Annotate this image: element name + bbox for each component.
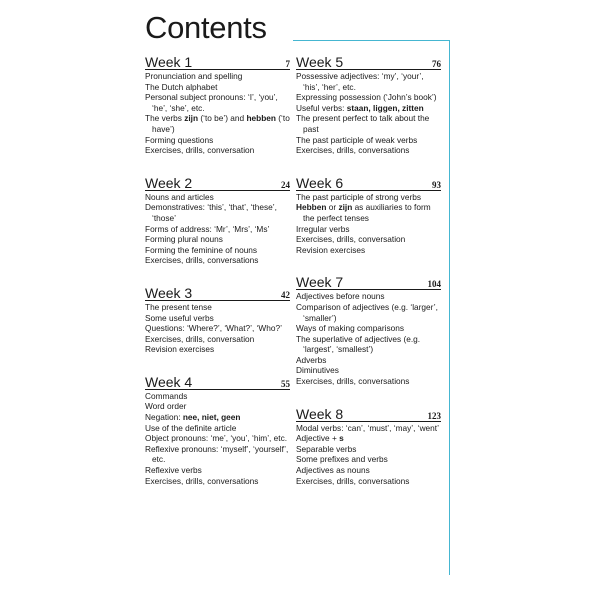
week-section: [145, 53, 290, 156]
week-page-number: 24: [281, 179, 290, 190]
topic-item: Exercises, drills, conversation: [145, 333, 255, 344]
topic-item: Adjectives as nouns: [296, 465, 370, 476]
week-page-number: 42: [281, 289, 290, 300]
topic-item: Some useful verbs: [145, 312, 214, 323]
topic-item: The superlative of adjectives (e.g. ‘largest’, ‘smallest’): [296, 333, 421, 355]
week-title: Week 2: [145, 174, 193, 191]
topic-list: [145, 192, 290, 266]
topic-item: Adjective + s: [296, 433, 344, 444]
topic-item: Exercises, drills, conversation: [145, 145, 255, 156]
contents-column-left: [145, 53, 290, 504]
topic-item: Commands: [145, 390, 188, 401]
topic-item: Reflexive pronouns: ‘myself’, ‘yourself’, etc.: [145, 443, 289, 465]
topic-item: Irregular verbs: [296, 223, 350, 234]
week-heading[interactable]: [296, 53, 441, 70]
topic-item: Useful verbs: staan, liggen, zitten: [296, 102, 424, 113]
topic-item: Forming questions: [145, 134, 214, 145]
week-page-number: 93: [432, 179, 441, 190]
topic-item: Separable verbs: [296, 443, 357, 454]
topic-item: Reflexive verbs: [145, 465, 202, 476]
week-title: Week 1: [145, 54, 193, 70]
week-page-number: 76: [432, 59, 441, 69]
topic-item: Nouns and articles: [145, 191, 214, 202]
week-page-number: 7: [285, 59, 290, 69]
week-section: [296, 174, 441, 256]
topic-item: Adverbs: [296, 354, 327, 365]
topic-list: [296, 71, 441, 156]
topic-item: Adjectives before nouns: [296, 291, 385, 302]
topic-item: Exercises, drills, conversations: [296, 475, 410, 486]
week-heading[interactable]: [145, 53, 290, 70]
topic-item: Some prefixes and verbs: [296, 454, 388, 465]
week-title: Week 4: [145, 373, 193, 390]
topic-list: [145, 71, 290, 156]
topic-item: Revision exercises: [296, 244, 366, 255]
week-title: Week 7: [296, 274, 344, 291]
topic-list: [145, 391, 290, 486]
week-section: [145, 284, 290, 355]
topic-list: [296, 423, 441, 487]
week-heading[interactable]: [145, 284, 290, 301]
week-title: Week 5: [296, 54, 344, 70]
week-heading[interactable]: [296, 273, 441, 290]
topic-item: Possessive adjectives: ‘my’, ‘your’, ‘his’, ‘her’, etc.: [296, 71, 424, 92]
topic-item: Negation: nee, niet, geen: [145, 412, 241, 423]
topic-item: Ways of making comparisons: [296, 323, 405, 334]
week-section: [296, 53, 441, 156]
topic-item: Exercises, drills, conversations: [145, 255, 259, 266]
week-title: Week 6: [296, 174, 344, 191]
topic-item: The past participle of weak verbs: [296, 134, 418, 145]
topic-item: Personal subject pronouns: ‘I’, ‘you’, ‘he’, ‘she’, etc.: [145, 92, 278, 113]
topic-item: Questions: ‘Where?’, ‘What?’, ‘Who?’: [145, 323, 282, 334]
week-heading[interactable]: [145, 174, 290, 191]
week-section: [145, 174, 290, 266]
topic-item: Modal verbs: ‘can’, ‘must’, ‘may’, ‘went’: [296, 422, 439, 433]
topic-item: Forming the feminine of nouns: [145, 244, 258, 255]
topic-item: Comparison of adjectives (e.g. ‘larger’, ‘smaller’): [296, 301, 438, 323]
week-section: [145, 373, 290, 486]
week-title: Week 8: [296, 405, 344, 422]
topic-item: The verbs zijn (‘to be’) and hebben (‘to have’): [145, 113, 290, 134]
week-heading[interactable]: [145, 373, 290, 390]
week-heading[interactable]: [296, 405, 441, 422]
topic-item: Forming plural nouns: [145, 234, 223, 245]
topic-item: Revision exercises: [145, 344, 215, 355]
topic-item: Exercises, drills, conversations: [296, 376, 410, 387]
topic-item: Forms of address: ‘Mr’, ‘Mrs’, ‘Ms’: [145, 223, 270, 234]
topic-list: [145, 302, 290, 355]
week-page-number: 104: [427, 279, 441, 290]
topic-item: The present tense: [145, 301, 212, 312]
week-heading[interactable]: [296, 174, 441, 191]
topic-item: Pronunciation and spelling: [145, 71, 243, 81]
topic-list: [296, 192, 441, 256]
topic-item: Exercises, drills, conversation: [296, 234, 406, 245]
week-page-number: 55: [281, 378, 290, 389]
topic-item: Use of the definite article: [145, 422, 237, 433]
week-section: [296, 405, 441, 487]
topic-item: Word order: [145, 401, 187, 412]
topic-item: Demonstratives: ‘this’, ‘that’, ‘these’, ‘those’: [145, 202, 277, 223]
week-section: [296, 273, 441, 386]
topic-item: Diminutives: [296, 365, 339, 376]
topic-list: [296, 291, 441, 386]
week-page-number: 123: [427, 410, 441, 421]
topic-item: The past participle of strong verbs: [296, 191, 421, 202]
topic-item: Object pronouns: ‘me’, ‘you’, ‘him’, etc.: [145, 433, 288, 444]
topic-item: Expressing possession (‘John’s book’): [296, 92, 437, 103]
week-title: Week 3: [145, 284, 193, 301]
contents-column-right: [296, 53, 441, 504]
topic-item: Exercises, drills, conversations: [296, 145, 410, 156]
topic-item: Exercises, drills, conversations: [145, 475, 259, 486]
topic-item: The present perfect to talk about the past: [296, 113, 430, 134]
page-title: Contents: [145, 10, 267, 45]
topic-item: The Dutch alphabet: [145, 81, 218, 92]
topic-item: Hebben or zijn as auxiliaries to form the perfect tenses: [296, 202, 431, 223]
